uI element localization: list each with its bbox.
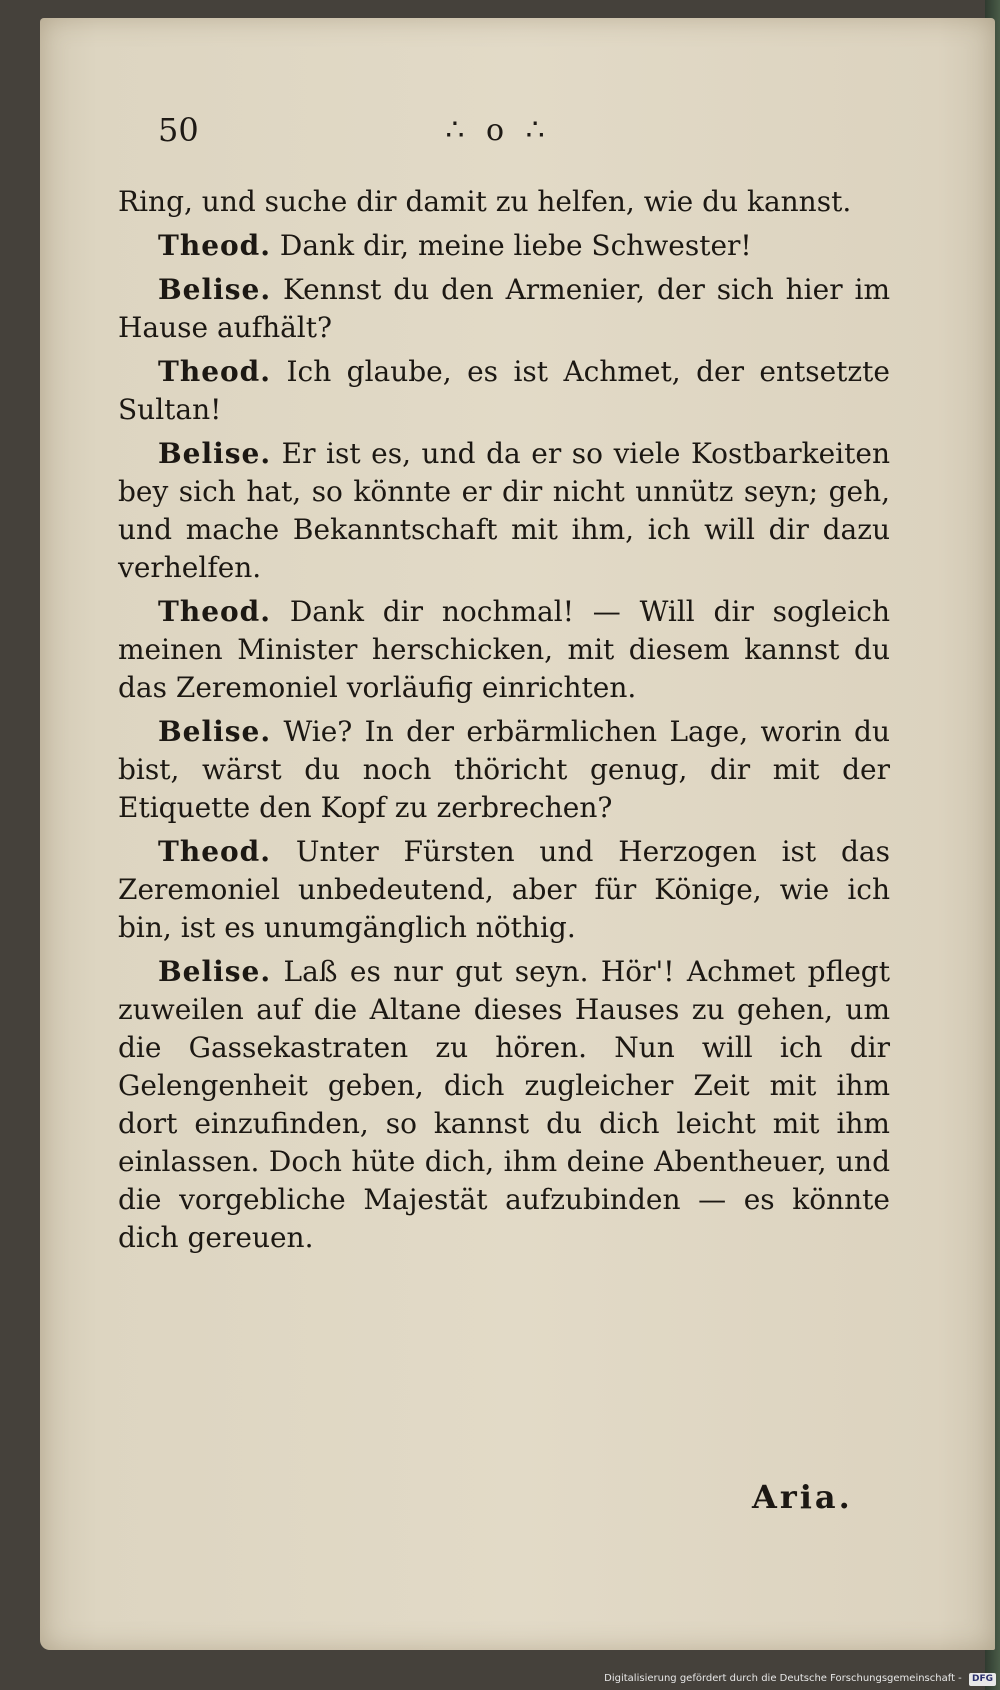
paragraph-text: Kennst du den Armenier, der sich hier im Hause aufhält?: [118, 273, 890, 344]
dialogue-paragraph: [118, 353, 890, 429]
speaker-name: Theod.: [158, 355, 272, 388]
paragraph-text: Wie? In der erbärmlichen Lage, worin du bist, wärst du noch thöricht genug, dir mit der Etiquette den Kopf zu zerbrechen?: [118, 715, 890, 824]
dialogue-paragraph: [118, 271, 890, 347]
header-ornament: ∴ o ∴: [445, 113, 551, 148]
paragraph-text: Dank dir, meine liebe Schwester!: [279, 229, 752, 262]
dialogue-paragraph: [118, 593, 890, 707]
paragraph-continuation: [118, 183, 890, 221]
dialogue-paragraph: [118, 953, 890, 1257]
speaker-name: Theod.: [158, 835, 272, 868]
speaker-name: Belise.: [158, 273, 272, 306]
digitization-credit: [600, 1670, 996, 1688]
page-number: 50: [158, 111, 199, 149]
speaker-name: Belise.: [158, 715, 272, 748]
paragraph-text: Unter Fürsten und Herzogen ist das Zeremoniel unbedeutend, aber für Könige, wie ich bin, ist es unumgänglich nöthig.: [118, 835, 890, 944]
paragraph-text: Er ist es, und da er so viele Kostbarkeiten bey sich hat, so könnte er dir nicht unnütz seyn; geh, und mache Bekanntschaft mit ihm, ich will dir dazu verhelfen.: [118, 437, 890, 584]
credit-text: Digitalisierung gefördert durch die Deutsche Forschungsgemeinschaft -: [604, 1673, 962, 1684]
body-text: [118, 183, 890, 1263]
speaker-name: Theod.: [158, 595, 272, 628]
dialogue-paragraph: [118, 435, 890, 587]
dfg-logo: DFG: [969, 1673, 996, 1686]
page-header: [158, 111, 838, 161]
dialogue-paragraph: [118, 227, 890, 265]
paragraph-text: Ring, und suche dir damit zu helfen, wie du kannst.: [118, 185, 852, 218]
dialogue-paragraph: [118, 713, 890, 827]
paragraph-text: Laß es nur gut seyn. Hör'! Achmet pflegt zuweilen auf die Altane dieses Hauses zu gehen, um die Gassekastraten zu hören. Nun will ich dir Gelengenheit geben, dich zugleicher Zeit mit ihm dort einzufinden, so kannst du dich leicht mit ihm einlassen. Doch hüte dich, ihm deine Abentheuer, und die vorgebliche Majestät aufzubinden — es könnte dich gereuen.: [118, 955, 890, 1254]
speaker-name: Theod.: [158, 229, 272, 262]
paragraph-text: Dank dir nochmal! — Will dir sogleich meinen Minister herschicken, mit diesem kannst du das Zeremoniel vorläufig einrichten.: [118, 595, 890, 704]
catchword: Aria.: [752, 1478, 853, 1516]
speaker-name: Belise.: [158, 437, 272, 470]
speaker-name: Belise.: [158, 955, 272, 988]
dialogue-paragraph: [118, 833, 890, 947]
paragraph-text: Ich glaube, es ist Achmet, der entsetzte Sultan!: [118, 355, 891, 426]
